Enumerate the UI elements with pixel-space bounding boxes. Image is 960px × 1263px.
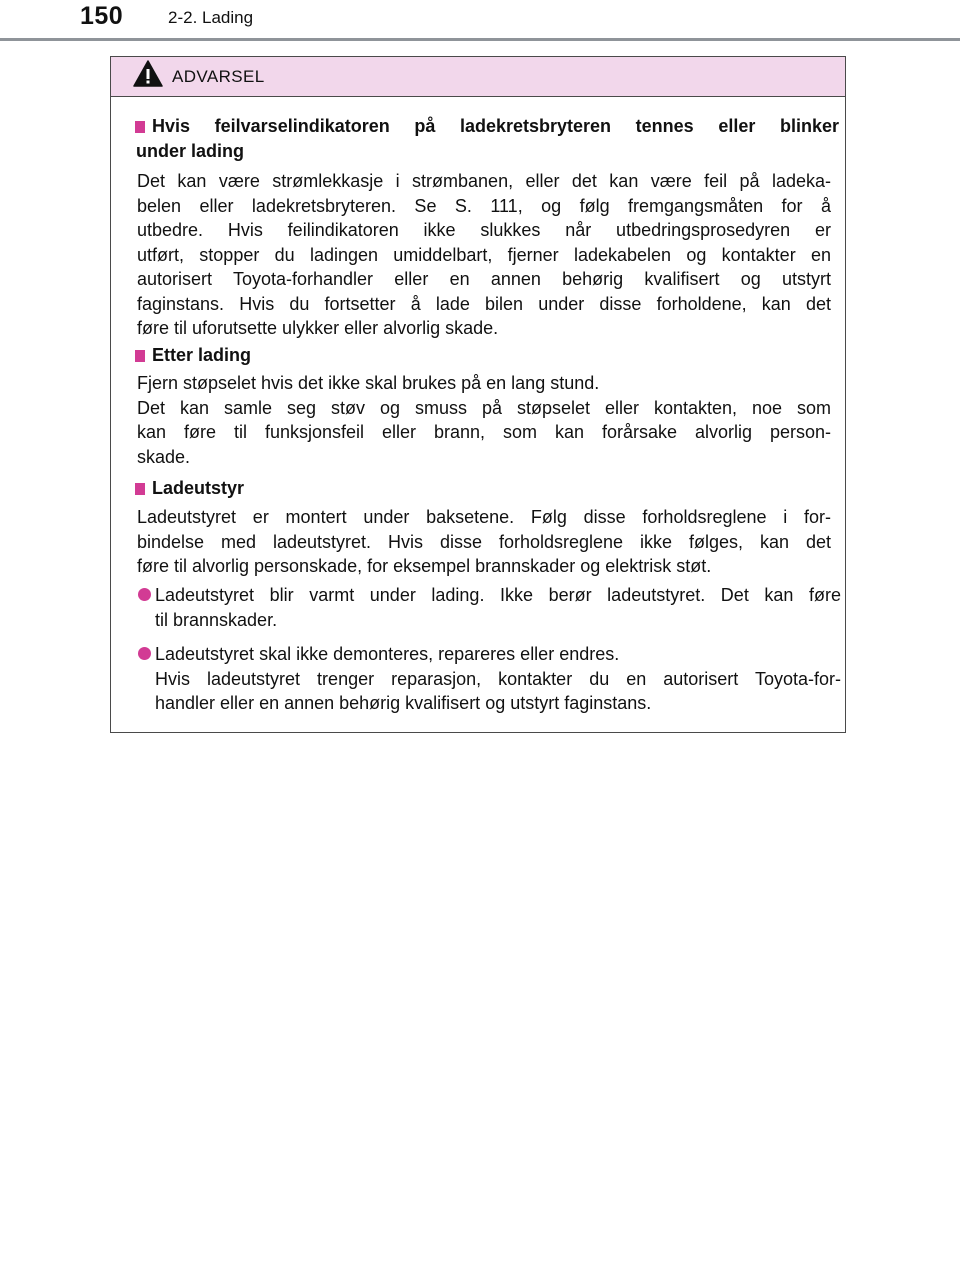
page-header xyxy=(0,0,960,40)
paragraph-line: føre til uforutsette ulykker eller alvorlig skade. xyxy=(137,318,499,338)
paragraph-line: bindelse med ladeutstyret. Hvis disse forholdsreglene ikke følges, kan det xyxy=(137,531,831,552)
square-bullet-icon xyxy=(135,121,145,133)
warning-box xyxy=(110,56,846,733)
sub-item-text xyxy=(155,642,841,716)
paragraph-line: autorisert Toyota-forhandler eller en annen behørig kvalifisert og utstyrt xyxy=(137,269,831,289)
sub-item-text xyxy=(155,583,841,632)
page-number: 150 xyxy=(80,2,124,30)
paragraph-line: faginstans. Hvis du fortsetter å lade bilen under disse forholdene, kan det xyxy=(137,293,831,314)
item-heading xyxy=(135,114,839,164)
paragraph-line: kan føre til funksjonsfeil eller brann, som kan forårsake alvorlig person- xyxy=(137,422,831,442)
sub-item-line: til brannskader. xyxy=(155,609,278,630)
paragraph-line: Fjern støpselet hvis det ikke skal brukes på en lang stund. xyxy=(137,373,600,393)
paragraph-line: føre til alvorlig personskade, for eksempel brannskader og elektrisk støt. xyxy=(137,556,712,576)
warning-header xyxy=(111,57,845,97)
sub-item-line: Hvis ladeutstyret trenger reparasjon, kontakter du en autorisert Toyota-for- xyxy=(155,668,841,689)
warning-title: ADVARSEL xyxy=(172,67,265,86)
square-bullet-icon xyxy=(135,350,145,362)
warning-triangle-icon xyxy=(133,60,163,88)
sub-item-line: handler eller en annen behørig kvalifisert og utstyrt faginstans. xyxy=(155,693,652,713)
item-heading-line: Ladeutstyr xyxy=(152,478,245,498)
item-heading xyxy=(135,476,839,501)
item-heading xyxy=(135,343,839,368)
paragraph-line: Det kan være strømlekkasje i strømbanen, eller det kan være feil på ladeka- xyxy=(137,171,831,191)
paragraph-line: Ladeutstyret er montert under baksetene. Følg disse forholdsreglene i for- xyxy=(137,507,831,527)
item-heading-line: under lading xyxy=(136,141,244,161)
sub-item-line: Ladeutstyret skal ikke demonteres, repareres eller endres. xyxy=(155,644,620,664)
paragraph-line: skade. xyxy=(137,446,191,467)
paragraph-line: belen eller ladekretsbryteren. Se S. 111, og følg fremgangsmåten for å xyxy=(137,195,831,216)
item-paragraph xyxy=(137,169,831,341)
item-heading-line: Hvis feilvarselindikatoren på ladekretsbryteren tennes eller blinker xyxy=(152,116,839,136)
paragraph-line: utbedre. Hvis feilindikatoren ikke slukkes når utbedringsprosedyren er xyxy=(137,220,831,240)
square-bullet-icon xyxy=(135,483,145,495)
round-bullet-icon xyxy=(138,647,151,660)
round-bullet-icon xyxy=(138,588,151,601)
sub-item-line: Ladeutstyret blir varmt under lading. Ikke berør ladeutstyret. Det kan føre xyxy=(155,585,841,605)
item-paragraph xyxy=(137,371,831,469)
item-heading-line: Etter lading xyxy=(152,345,252,365)
paragraph-line: Det kan samle seg støv og smuss på støpselet eller kontakten, noe som xyxy=(137,397,831,418)
item-paragraph xyxy=(137,505,831,579)
header-rule xyxy=(0,38,960,41)
paragraph-line: utført, stopper du ladingen umiddelbart, fjerner ladekabelen og kontakter en xyxy=(137,244,831,265)
section-title: 2-2. Lading xyxy=(168,8,254,27)
